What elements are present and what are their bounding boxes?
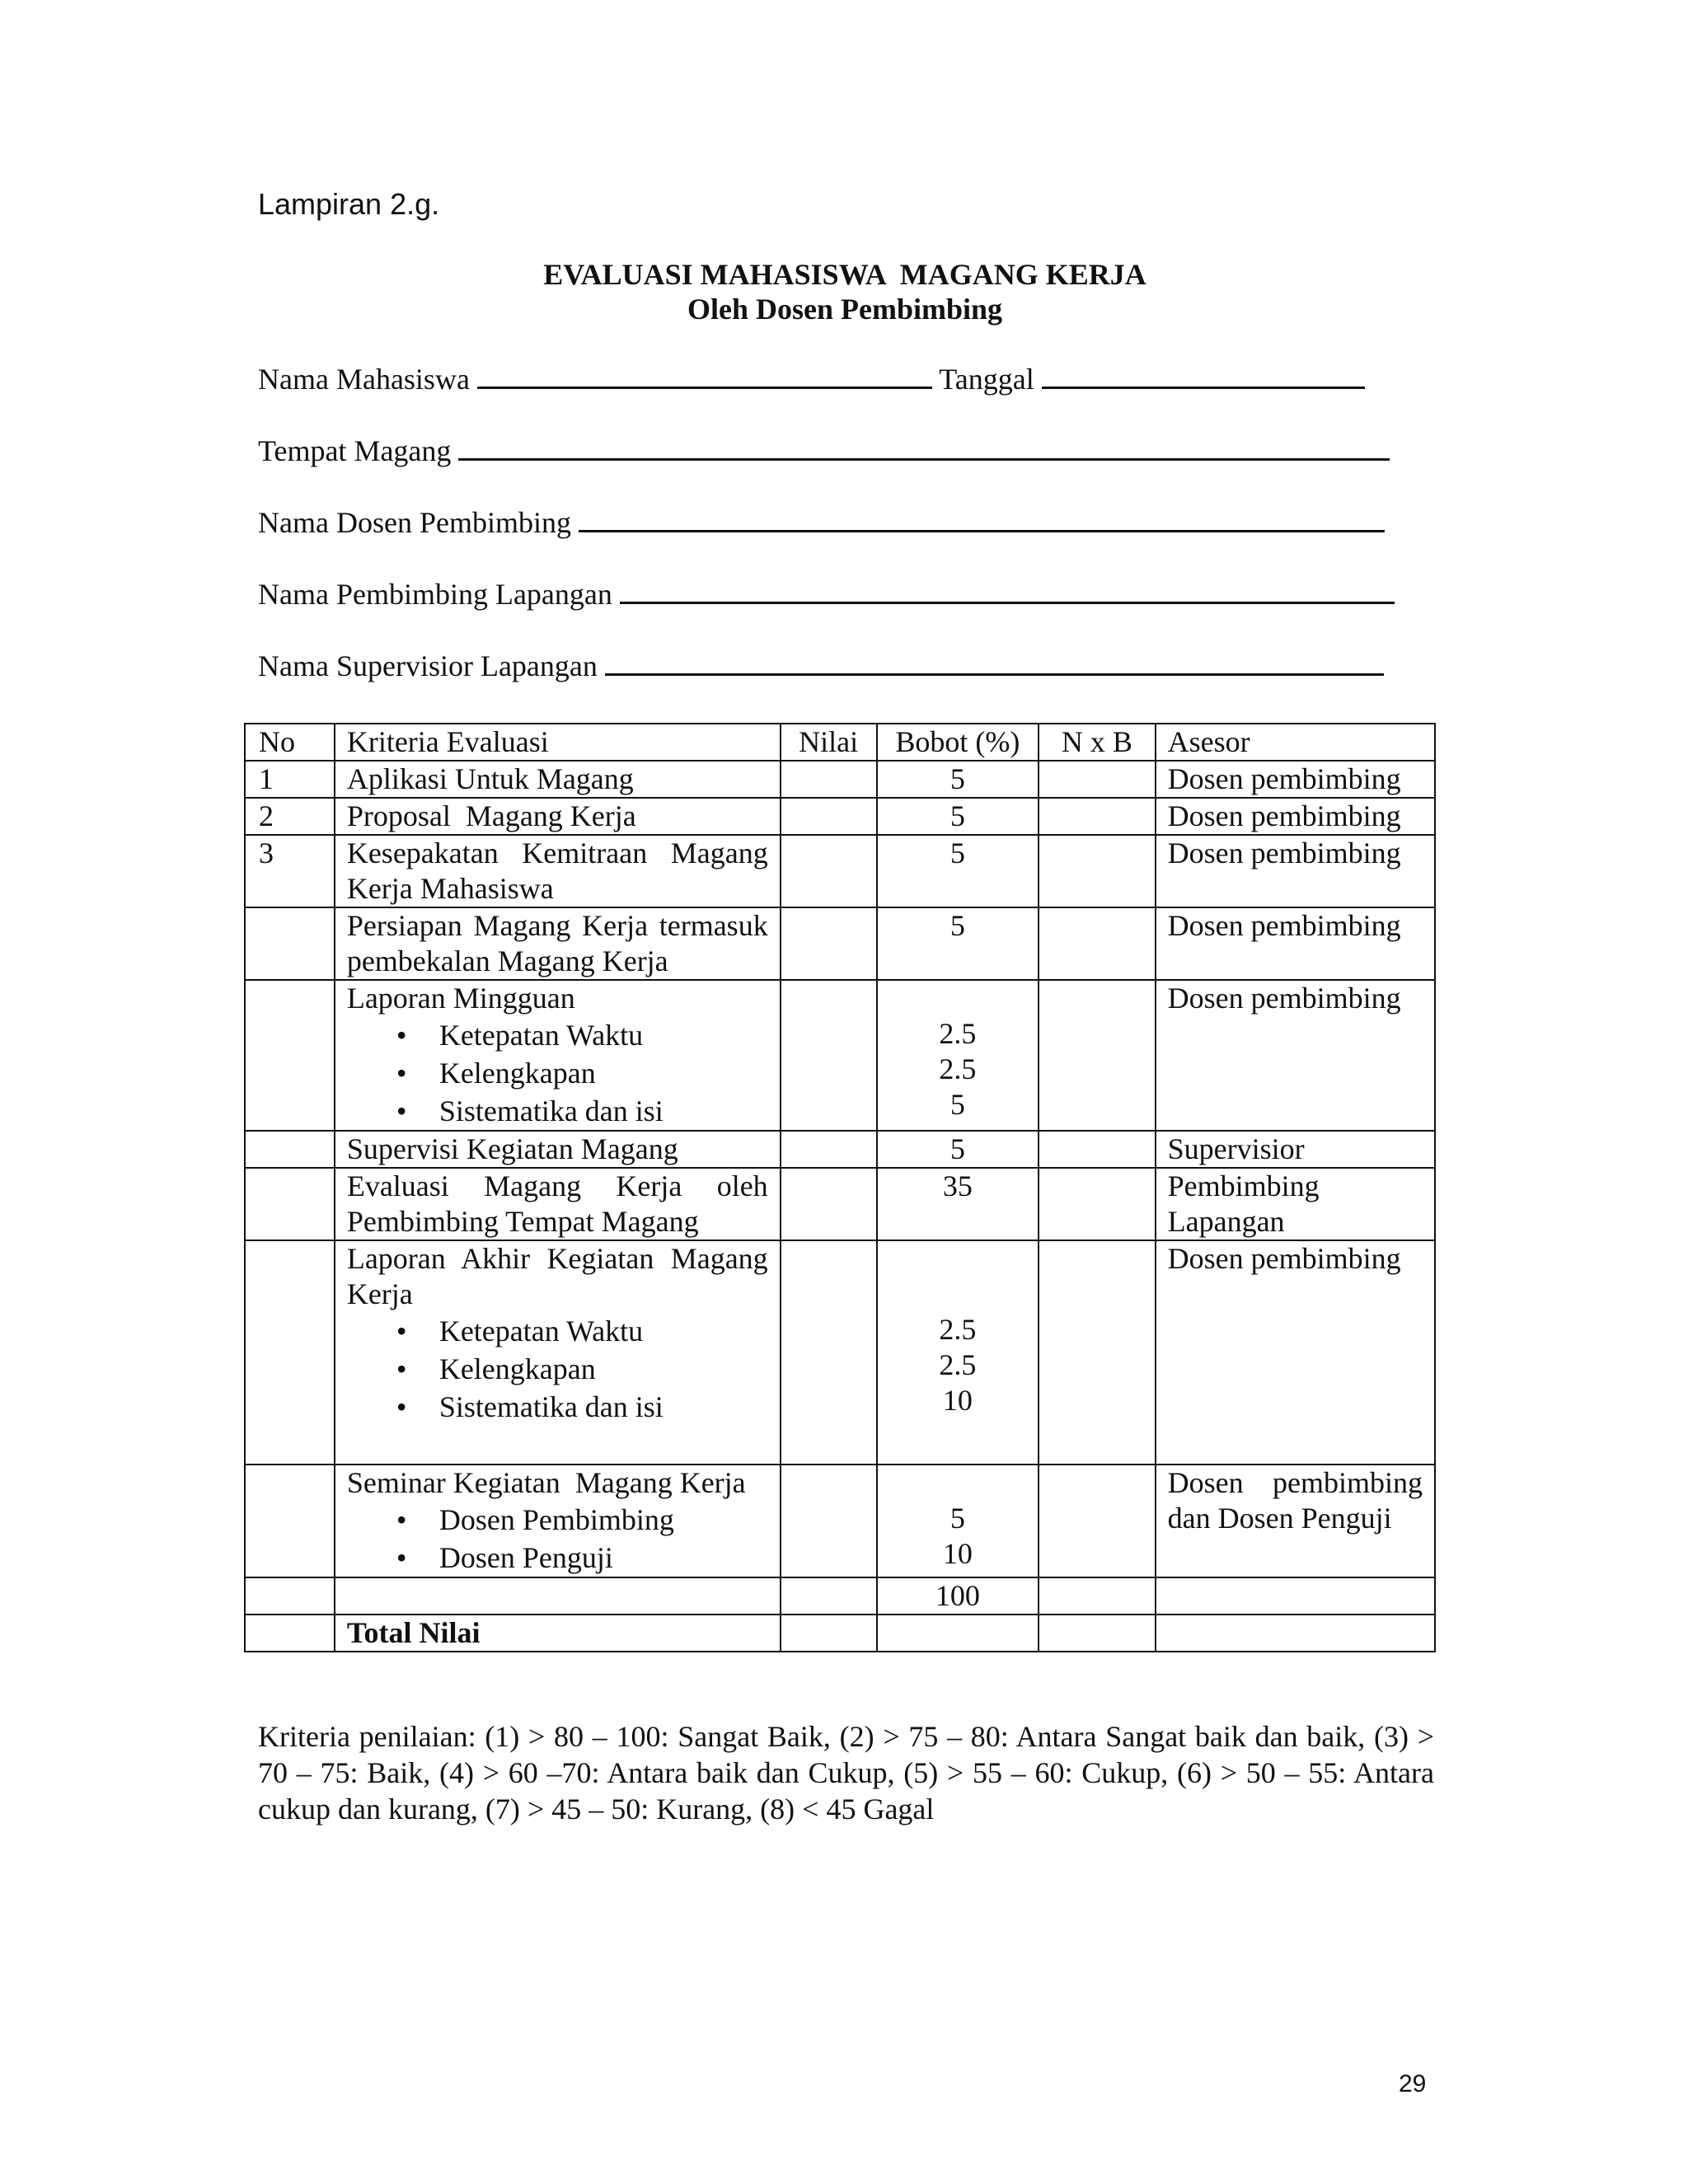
row-kriteria-group [335,1240,781,1465]
field-label-tanggal: Tanggal [939,363,1034,396]
table-row [245,1131,1435,1168]
row-nxb-cell[interactable] [1039,798,1156,835]
row-nxb-cell[interactable] [1039,761,1156,798]
list-item: • Kelengkapan [439,1350,768,1388]
row-kriteria: Laporan Akhir Kegiatan Magang Kerja [346,1242,768,1310]
row-asesor: Dosen pembimbing [1156,907,1435,980]
row-bobot: 10 [942,1384,973,1417]
list-item: • Sistematika dan isi [439,1092,768,1130]
tempat-magang-blank[interactable] [458,434,1390,461]
list-item: • Sistematika dan isi [439,1388,768,1426]
row-bobot: 10 [942,1537,973,1570]
table-row [245,1240,1435,1465]
row-kriteria-group [335,1465,781,1577]
row-asesor: Dosen pembimbing dan Dosen Penguji [1156,1465,1435,1577]
row-bobot: 5 [877,835,1039,907]
row-bobot: 5 [877,1131,1039,1168]
subcriteria-list [347,1312,768,1426]
appendix-label: Lampiran 2.g. [258,187,440,221]
field-label-nama-dosen-pembimbing: Nama Dosen Pembimbing [258,506,571,539]
tanggal-blank[interactable] [1042,362,1365,389]
evaluation-table [244,723,1436,1652]
list-item: • Dosen Penguji [439,1539,768,1577]
row-nxb-cell[interactable] [1039,835,1156,907]
field-nama-mahasiswa [258,361,1365,397]
table-row [245,798,1435,835]
row-bobot: 35 [877,1168,1039,1240]
row-nilai-cell[interactable] [781,1240,877,1465]
row-kriteria: Laporan Mingguan [346,982,575,1015]
table-row [245,1465,1435,1577]
row-nxb-cell[interactable] [1039,907,1156,980]
list-item: • Dosen Pembimbing [439,1501,768,1539]
row-nxb-cell[interactable] [1039,1240,1156,1465]
nama-mahasiswa-blank[interactable] [477,362,932,389]
row-kriteria: Proposal Magang Kerja [335,798,781,835]
row-no [245,1131,335,1168]
row-bobot: 2.5 [939,1052,977,1085]
subcriteria-list [347,1016,768,1130]
header-nxb: N x B [1039,724,1156,761]
field-nama-pembimbing-lapangan [258,576,1395,612]
row-nxb-cell[interactable] [1039,1465,1156,1577]
bobot-total-row [245,1577,1435,1615]
row-no [245,907,335,980]
row-no [245,980,335,1131]
title-block [247,257,1442,326]
table-row [245,835,1435,907]
row-bobot-group [877,1240,1039,1465]
row-nilai-cell[interactable] [781,1131,877,1168]
field-label-tempat-magang: Tempat Magang [258,434,452,467]
row-no [245,1465,335,1577]
table-row [245,980,1435,1131]
subcriteria-list [347,1501,768,1577]
row-nxb-cell[interactable] [1039,1168,1156,1240]
row-no: 2 [245,798,335,835]
row-bobot: 2.5 [939,1017,977,1050]
row-no: 1 [245,761,335,798]
list-item: • Kelengkapan [439,1054,768,1092]
total-nilai-row [245,1615,1435,1652]
row-kriteria: Persiapan Magang Kerja termasuk pembekalan Magang Kerja [335,907,781,980]
row-asesor: Dosen pembimbing [1156,798,1435,835]
row-nilai-cell[interactable] [781,798,877,835]
field-nama-supervisior-lapangan [258,648,1384,684]
field-label-nama-pembimbing-lapangan: Nama Pembimbing Lapangan [258,578,612,611]
row-bobot: 2.5 [939,1348,977,1381]
row-no [245,1240,335,1465]
bobot-total: 100 [877,1577,1039,1615]
row-nilai-cell[interactable] [781,761,877,798]
row-nxb-cell[interactable] [1039,980,1156,1131]
row-nilai-cell[interactable] [781,980,877,1131]
row-bobot: 5 [877,907,1039,980]
row-nilai-cell[interactable] [781,907,877,980]
row-asesor: Dosen pembimbing [1156,835,1435,907]
table-row [245,907,1435,980]
field-tempat-magang [258,433,1390,469]
document-title: EVALUASI MAHASISWA MAGANG KERJA [543,258,1146,291]
row-kriteria: Kesepakatan Kemitraan Magang Kerja Mahasiswa [335,835,781,907]
field-label-nama-mahasiswa: Nama Mahasiswa [258,363,470,396]
document-subtitle: Oleh Dosen Pembimbing [687,293,1003,326]
page-number: 29 [1399,2070,1427,2097]
total-nilai-cell[interactable] [781,1615,877,1652]
row-nilai-cell[interactable] [781,835,877,907]
table-row [245,1168,1435,1240]
row-asesor: Dosen pembimbing [1156,1240,1435,1465]
grading-criteria-note: Kriteria penilaian: (1) > 80 – 100: Sangat Baik, (2) > 75 – 80: Antara Sangat baik dan baik, (3) > 70 – 75: Baik, (4) > 60 –70: Antara baik dan Cukup, (5) > 55 – 60: Cukup, (6) > 50 – 55: Antara cukup dan kurang, (7) > 45 – 50: Kurang, (8) < 45 Gagal [258,1720,1434,1825]
header-bobot: Bobot (%) [877,724,1039,761]
nama-dosen-pembimbing-blank[interactable] [579,505,1385,532]
row-kriteria: Seminar Kegiatan Magang Kerja [346,1466,746,1499]
row-nilai-cell[interactable] [781,1168,877,1240]
field-label-nama-supervisior-lapangan: Nama Supervisior Lapangan [258,649,598,682]
row-asesor: Supervisior [1156,1131,1435,1168]
row-kriteria: Evaluasi Magang Kerja oleh Pembimbing Tempat Magang [335,1168,781,1240]
list-item: • Ketepatan Waktu [439,1016,768,1054]
row-asesor: Dosen pembimbing [1156,980,1435,1131]
list-item: • Ketepatan Waktu [439,1312,768,1350]
header-nilai: Nilai [781,724,877,761]
row-asesor: Dosen pembimbing [1156,761,1435,798]
row-no [245,1168,335,1240]
row-bobot: 5 [877,761,1039,798]
total-nilai-label: Total Nilai [335,1615,781,1652]
row-no: 3 [245,835,335,907]
row-bobot-group [877,980,1039,1131]
row-bobot: 5 [950,1502,965,1535]
row-nilai-cell[interactable] [781,1465,877,1577]
table-header-row [245,724,1435,761]
header-no: No [245,724,335,761]
row-kriteria: Aplikasi Untuk Magang [335,761,781,798]
row-nxb-cell[interactable] [1039,1131,1156,1168]
nama-pembimbing-lapangan-blank[interactable] [620,577,1395,604]
total-nxb-cell[interactable] [1039,1615,1156,1652]
row-bobot: 5 [950,1088,965,1121]
table-row [245,761,1435,798]
header-kriteria: Kriteria Evaluasi [335,724,781,761]
row-bobot-group [877,1465,1039,1577]
row-kriteria-group [335,980,781,1131]
header-asesor: Asesor [1156,724,1435,761]
row-bobot: 5 [877,798,1039,835]
field-nama-dosen-pembimbing [258,504,1385,541]
row-asesor: Pembimbing Lapangan [1156,1168,1435,1240]
nama-supervisior-lapangan-blank[interactable] [605,649,1384,676]
row-bobot: 2.5 [939,1313,977,1346]
row-kriteria: Supervisi Kegiatan Magang [335,1131,781,1168]
